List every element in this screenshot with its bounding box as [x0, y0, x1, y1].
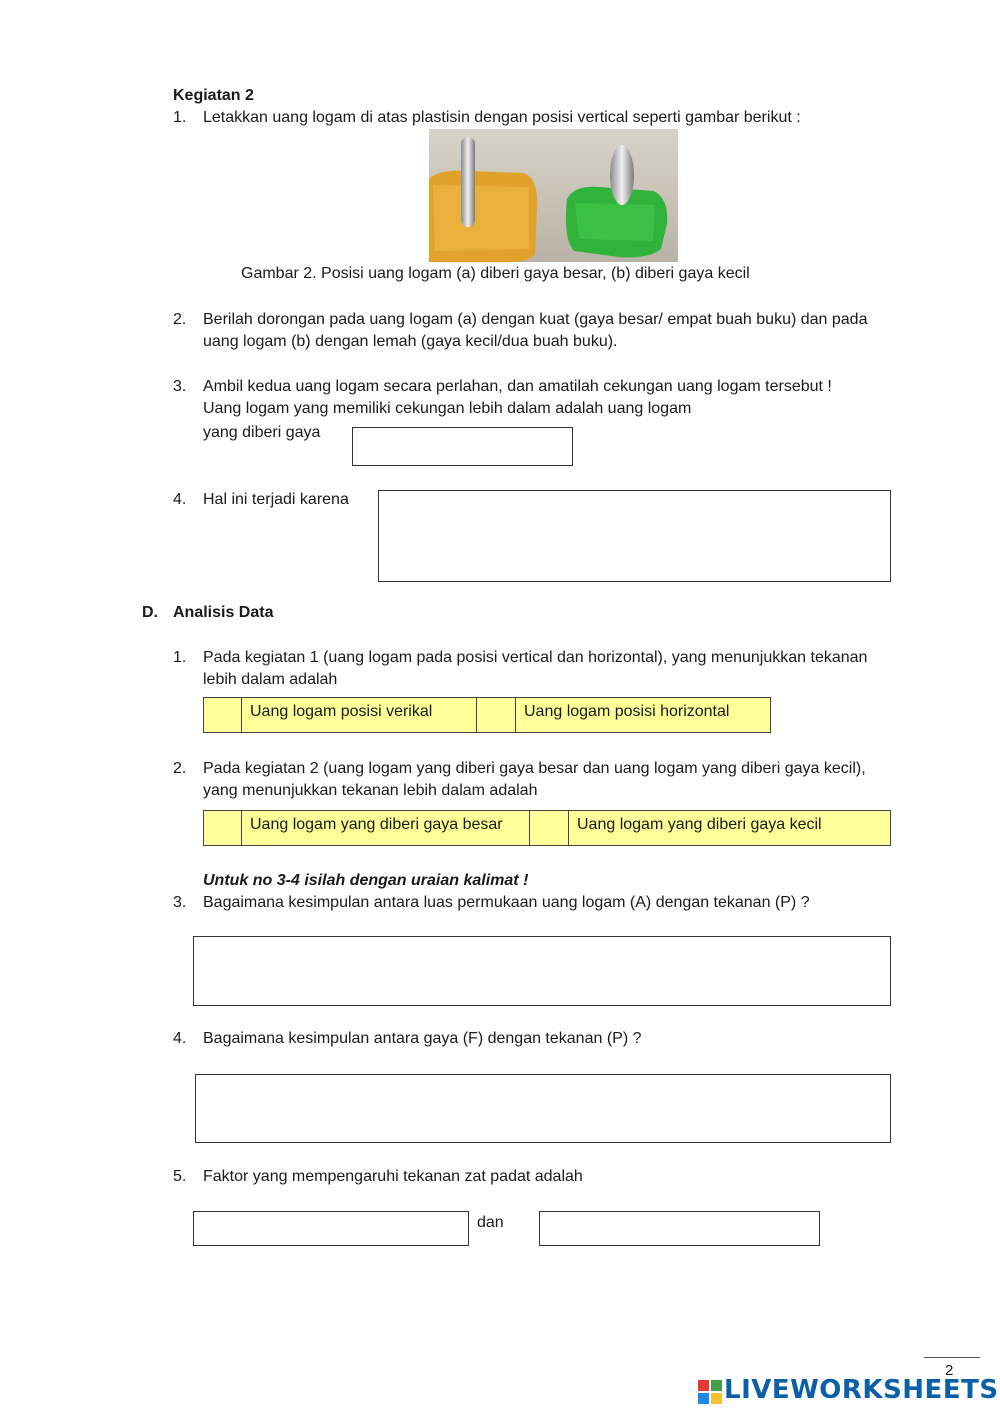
- connector-text: dan: [477, 1214, 504, 1231]
- question-text: Pada kegiatan 1 (uang logam pada posisi vertical dan horizontal), yang menunjukkan tekanan: [203, 649, 868, 666]
- footer-divider: [924, 1357, 980, 1358]
- step-text: yang diberi gaya: [203, 424, 321, 441]
- step-number: 2.: [173, 311, 187, 328]
- page-number: 2: [945, 1362, 954, 1379]
- answer-input-q3[interactable]: [193, 936, 891, 1006]
- question-number: 5.: [173, 1168, 187, 1185]
- option-label: Uang logam posisi verikal: [242, 698, 477, 732]
- section-heading: Analisis Data: [173, 604, 274, 621]
- answer-input-q4[interactable]: [195, 1074, 891, 1143]
- option-label: Uang logam yang diberi gaya kecil: [577, 816, 822, 833]
- section-letter: D.: [142, 604, 158, 621]
- step-text: Hal ini terjadi karena: [203, 491, 349, 508]
- answer-input-factor-2[interactable]: [539, 1211, 820, 1246]
- liveworksheets-brand[interactable]: LIVEWORKSHEETS: [724, 1375, 999, 1405]
- question-number: 2.: [173, 760, 187, 777]
- step-text: Uang logam yang memiliki cekungan lebih dalam adalah uang logam: [203, 400, 692, 417]
- step-number: 1.: [173, 109, 187, 126]
- step-number: 3.: [173, 378, 187, 395]
- question-number: 4.: [173, 1030, 187, 1047]
- step-text: uang logam (b) dengan lemah (gaya kecil/dua buah buku).: [203, 333, 618, 350]
- coins-on-plasticine-photo: [429, 129, 678, 262]
- checkbox-option-small-force[interactable]: [530, 811, 569, 845]
- step-number: 4.: [173, 491, 187, 508]
- liveworksheets-logo-icon: [698, 1380, 722, 1404]
- choice-table-q2: [203, 810, 891, 846]
- question-text: Faktor yang mempengaruhi tekanan zat padat adalah: [203, 1168, 583, 1185]
- answer-input-gaya[interactable]: [352, 427, 573, 466]
- checkbox-option-horizontal[interactable]: [477, 698, 516, 732]
- section-heading: Kegiatan 2: [173, 87, 254, 104]
- question-text: lebih dalam adalah: [203, 671, 338, 688]
- figure-caption: Gambar 2. Posisi uang logam (a) diberi gaya besar, (b) diberi gaya kecil: [241, 265, 750, 282]
- option-label: Uang logam posisi horizontal: [524, 703, 730, 720]
- question-text: yang menunjukkan tekanan lebih dalam adalah: [203, 782, 538, 799]
- step-text: Letakkan uang logam di atas plastisin dengan posisi vertical seperti gambar berikut :: [203, 109, 801, 126]
- checkbox-option-large-force[interactable]: [204, 811, 242, 845]
- instruction-text: Untuk no 3-4 isilah dengan uraian kalimat !: [203, 872, 529, 889]
- question-number: 3.: [173, 894, 187, 911]
- step-text: Ambil kedua uang logam secara perlahan, dan amatilah cekungan uang logam tersebut !: [203, 378, 832, 395]
- question-text: Pada kegiatan 2 (uang logam yang diberi gaya besar dan uang logam yang diberi gaya kecil),: [203, 760, 866, 777]
- step-text: Berilah dorongan pada uang logam (a) dengan kuat (gaya besar/ empat buah buku) dan pada: [203, 311, 868, 328]
- question-text: Bagaimana kesimpulan antara gaya (F) dengan tekanan (P) ?: [203, 1030, 642, 1047]
- question-number: 1.: [173, 649, 187, 666]
- answer-input-reason[interactable]: [378, 490, 891, 582]
- choice-table-q1: [203, 697, 771, 733]
- answer-input-factor-1[interactable]: [193, 1211, 469, 1246]
- question-text: Bagaimana kesimpulan antara luas permukaan uang logam (A) dengan tekanan (P) ?: [203, 894, 810, 911]
- option-label: Uang logam yang diberi gaya besar: [242, 811, 530, 845]
- checkbox-option-vertical[interactable]: [204, 698, 242, 732]
